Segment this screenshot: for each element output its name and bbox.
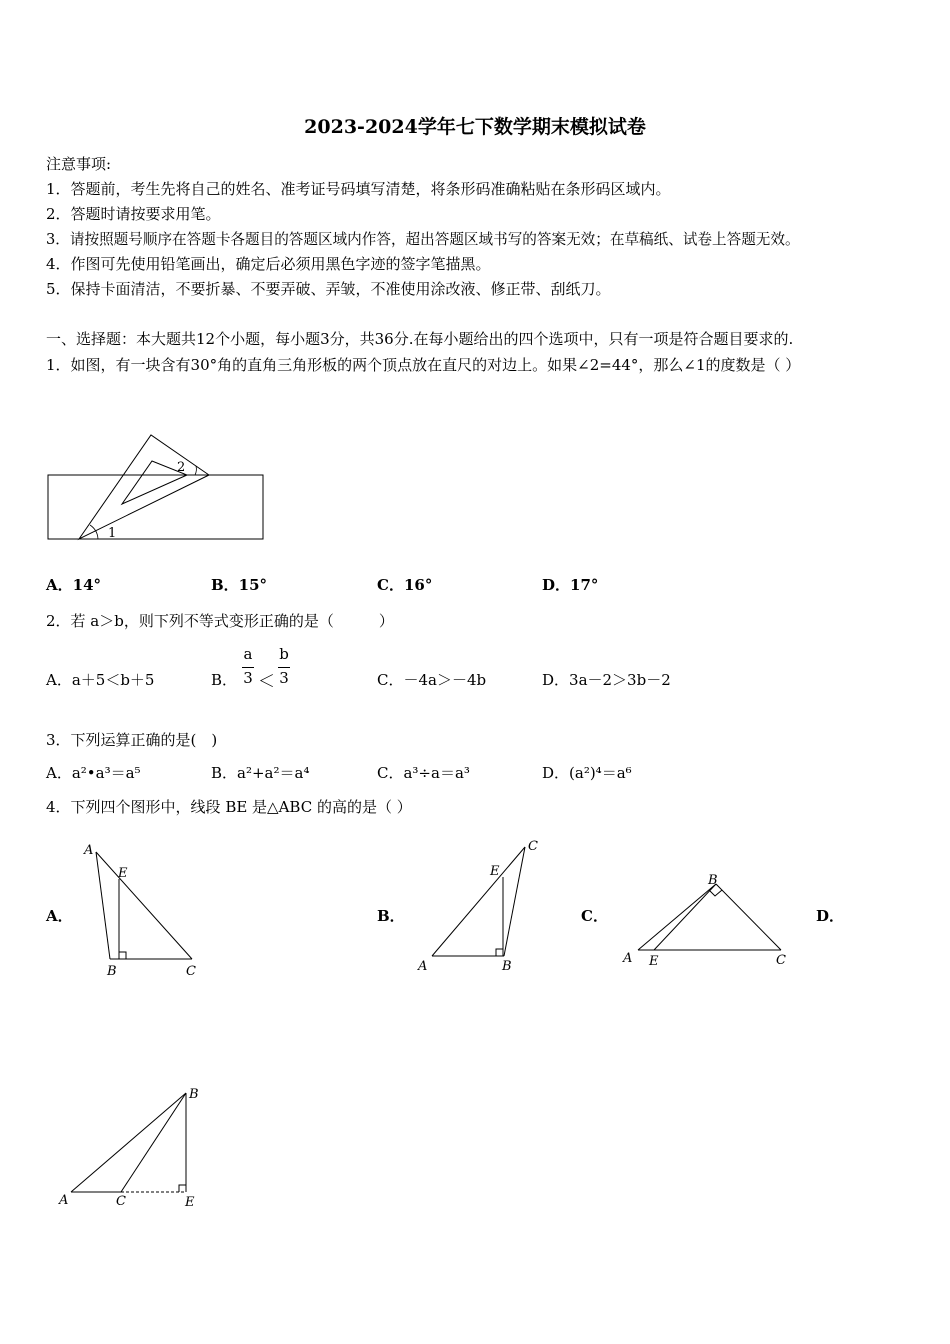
angle-2-arc bbox=[195, 466, 196, 475]
q3-option-a: A．a²•a³＝a⁵ bbox=[46, 764, 141, 782]
q4-figure-b bbox=[414, 832, 549, 977]
notice-item: 2．答题时请按要求用笔。 bbox=[46, 205, 221, 223]
q1-option-a: A．14° bbox=[46, 576, 102, 594]
q1-option-d: D．17° bbox=[542, 576, 599, 594]
notice-item: 3．请按照题号顺序在答题卡各题目的答题区域内作答，超出答题区域书写的答案无效；在草稿纸、试卷上答题无效。 bbox=[46, 231, 800, 248]
point-label-a: A bbox=[84, 843, 94, 858]
question-1-stem: 1．如图，有一块含有30°角的直角三角形板的两个顶点放在直尺的对边上。如果∠2=44°，那么∠1的度数是（ ） bbox=[46, 356, 801, 374]
q1-option-c: C．16° bbox=[377, 576, 433, 594]
angle-1-label: 1 bbox=[108, 526, 117, 541]
point-label-c: C bbox=[528, 839, 538, 854]
point-label-a: A bbox=[418, 959, 428, 974]
q4-figure-c bbox=[618, 868, 798, 973]
point-label-a: A bbox=[59, 1193, 69, 1208]
question-4-stem: 4．下列四个图形中，线段 BE 是△ABC 的高的是（ ） bbox=[46, 798, 412, 816]
page-title: 2023-2024学年七下数学期末模拟试卷 bbox=[304, 116, 646, 138]
fraction-bar bbox=[278, 667, 290, 668]
q4-figure-d bbox=[55, 1080, 215, 1215]
notice-heading: 注意事项: bbox=[46, 155, 112, 173]
q3-option-d: D．(a²)⁴＝a⁶ bbox=[542, 764, 632, 782]
q1-option-b: B．15° bbox=[211, 576, 268, 594]
q4-option-c-label: C． bbox=[581, 907, 608, 925]
q4-option-a-label: A． bbox=[46, 907, 73, 925]
q2-option-c: C．－4a＞－4b bbox=[377, 671, 487, 689]
question-3-stem: 3．下列运算正确的是( ) bbox=[46, 731, 218, 749]
notice-item: 5．保持卡面清洁，不要折暴、不要弄破、弄皱，不准使用涂改液、修正带、刮纸刀。 bbox=[46, 280, 611, 298]
q4-option-d-label: D． bbox=[816, 907, 845, 925]
q2-option-b-numerator-a: a bbox=[243, 645, 253, 663]
point-label-e: E bbox=[185, 1195, 195, 1210]
q3-option-c: C．a³÷a＝a³ bbox=[377, 764, 470, 782]
q2-option-b-denominator: 3 bbox=[279, 669, 289, 687]
point-label-c: C bbox=[116, 1194, 126, 1209]
question-2-stem: 2．若 a＞b，则下列不等式变形正确的是（ ） bbox=[46, 612, 394, 630]
q1-ruler-triangle-figure bbox=[46, 432, 268, 544]
angle-2-label: 2 bbox=[177, 460, 186, 475]
notice-item: 1．答题前，考生先将自己的姓名、准考证号码填写清楚，将条形码准确粘贴在条形码区域内。 bbox=[46, 180, 671, 198]
q2-option-d: D．3a－2＞3b－2 bbox=[542, 671, 671, 689]
ruler bbox=[48, 475, 263, 539]
point-label-e: E bbox=[490, 864, 500, 879]
q4-option-b-label: B． bbox=[377, 907, 405, 925]
notice-item: 4．作图可先使用铅笔画出，确定后必须用黑色字迹的签字笔描黑。 bbox=[46, 255, 491, 273]
q2-option-b-relation: ＜ bbox=[258, 672, 275, 692]
point-label-c: C bbox=[776, 953, 786, 968]
point-label-e: E bbox=[118, 866, 128, 881]
q2-option-b-denominator: 3 bbox=[243, 669, 253, 687]
fraction-bar bbox=[242, 667, 254, 668]
point-label-c: C bbox=[186, 964, 196, 979]
q3-option-b: B．a²+a²＝a⁴ bbox=[211, 764, 310, 782]
point-label-a: A bbox=[623, 951, 633, 966]
q2-option-b-numerator-b: b bbox=[279, 645, 289, 663]
q4-figure-a bbox=[80, 838, 210, 983]
point-label-e: E bbox=[649, 954, 659, 969]
point-label-b: B bbox=[107, 964, 117, 979]
set-square-outer bbox=[79, 435, 209, 539]
point-label-b: B bbox=[708, 873, 718, 888]
q2-option-a: A．a＋5＜b＋5 bbox=[46, 671, 155, 689]
q2-option-b-prefix: B． bbox=[211, 671, 238, 689]
point-label-b: B bbox=[189, 1087, 199, 1102]
point-label-b: B bbox=[502, 959, 512, 974]
section-heading: 一、选择题：本大题共12个小题，每小题3分，共36分.在每小题给出的四个选项中，只有一项是符合题目要求的. bbox=[46, 330, 794, 348]
